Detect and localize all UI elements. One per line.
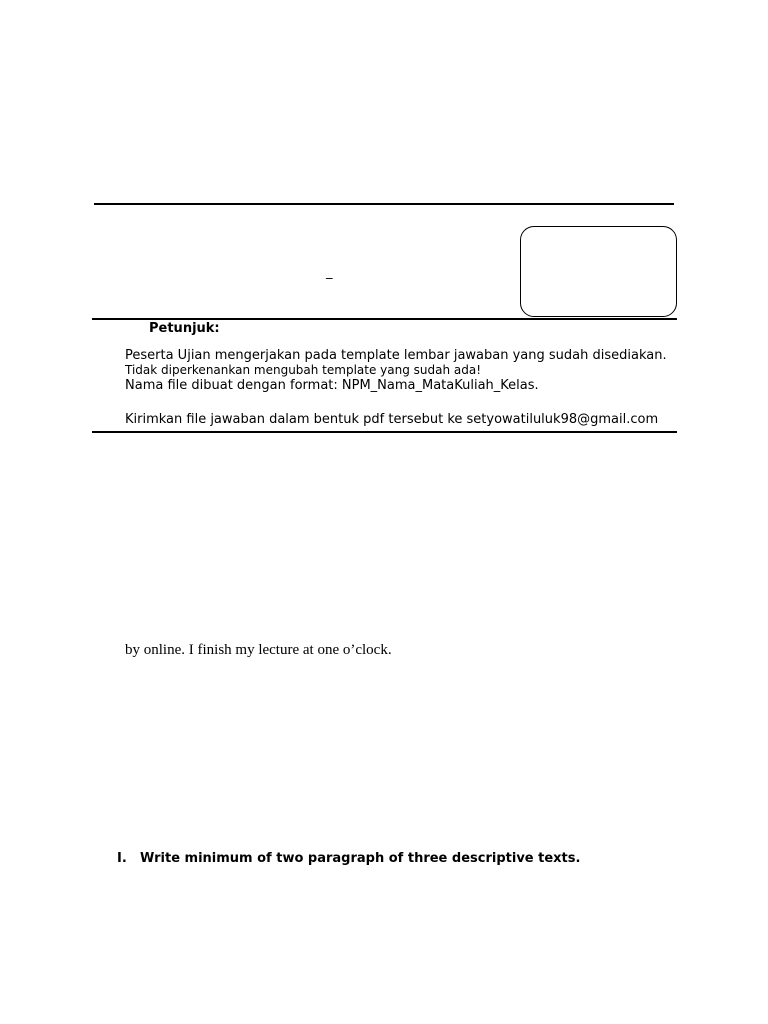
top-rule	[94, 203, 674, 205]
question-number: I.	[117, 851, 127, 866]
instructions-bottom-rule	[92, 431, 677, 433]
body-text-fragment: by online. I finish my lecture at one o’clock.	[125, 642, 392, 658]
instructions-heading: Petunjuk:	[149, 321, 220, 336]
question-text: Write minimum of two paragraph of three descriptive texts.	[140, 851, 581, 866]
instruction-line-3: Nama file dibuat dengan format: NPM_Nama_MataKuliah_Kelas.	[125, 378, 539, 393]
instructions-top-rule	[92, 318, 677, 320]
instruction-line-2: Tidak diperkenankan mengubah template yang sudah ada!	[125, 363, 482, 377]
instruction-line-1: Peserta Ujian mengerjakan pada template lembar jawaban yang sudah disediakan.	[125, 348, 667, 363]
instruction-line-4: Kirimkan file jawaban dalam bentuk pdf tersebut ke setyowatiluluk98@gmail.com	[125, 412, 659, 427]
header-dash: _	[326, 265, 333, 280]
score-box	[520, 226, 677, 317]
